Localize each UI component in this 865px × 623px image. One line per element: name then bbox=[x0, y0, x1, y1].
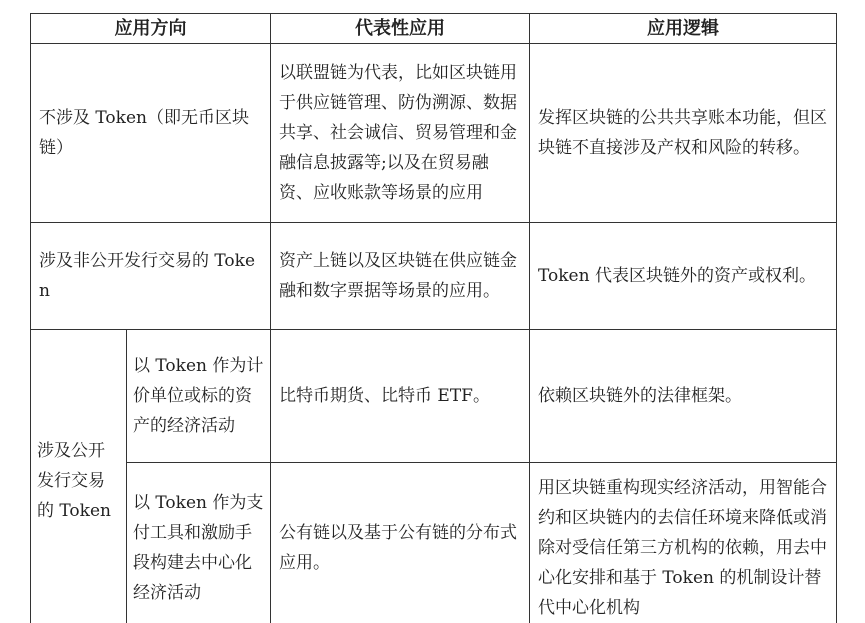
application-cell: 资产上链以及区块链在供应链金融和数字票据等场景的应用。 bbox=[271, 223, 530, 330]
header-application: 代表性应用 bbox=[271, 14, 530, 44]
logic-cell: 依赖区块链外的法律框架。 bbox=[530, 330, 837, 463]
logic-cell: 用区块链重构现实经济活动，用智能合约和区块链内的去信任环境来降低或消除对受信任第三方机构的依赖，用去中心化安排和基于 Token 的机制设计替代中心化机构 bbox=[530, 463, 837, 623]
direction-cell: 不涉及 Token（即无币区块链） bbox=[31, 44, 271, 223]
logic-cell: 发挥区块链的公共共享账本功能，但区块链不直接涉及产权和风险的转移。 bbox=[530, 44, 837, 223]
direction-cell-merged: 涉及公开发行交易的 Token bbox=[31, 330, 127, 623]
table-row bbox=[31, 44, 837, 223]
application-cell: 以联盟链为代表，比如区块链用于供应链管理、防伪溯源、数据共享、社会诚信、贸易管理和金融信息披露等;以及在贸易融资、应收账款等场景的应用 bbox=[271, 44, 530, 223]
header-direction: 应用方向 bbox=[31, 14, 271, 44]
blockchain-application-table bbox=[30, 13, 837, 623]
header-logic: 应用逻辑 bbox=[530, 14, 837, 44]
sub-direction-cell: 以 Token 作为支付工具和激励手段构建去中心化经济活动 bbox=[127, 463, 271, 623]
direction-cell: 涉及非公开发行交易的 Token bbox=[31, 223, 271, 330]
application-cell: 公有链以及基于公有链的分布式应用。 bbox=[271, 463, 530, 623]
logic-cell: Token 代表区块链外的资产或权利。 bbox=[530, 223, 837, 330]
application-cell: 比特币期货、比特币 ETF。 bbox=[271, 330, 530, 463]
table-row bbox=[31, 463, 837, 623]
table-row bbox=[31, 223, 837, 330]
header-row bbox=[31, 14, 837, 44]
table-row bbox=[31, 330, 837, 463]
sub-direction-cell: 以 Token 作为计价单位或标的资产的经济活动 bbox=[127, 330, 271, 463]
